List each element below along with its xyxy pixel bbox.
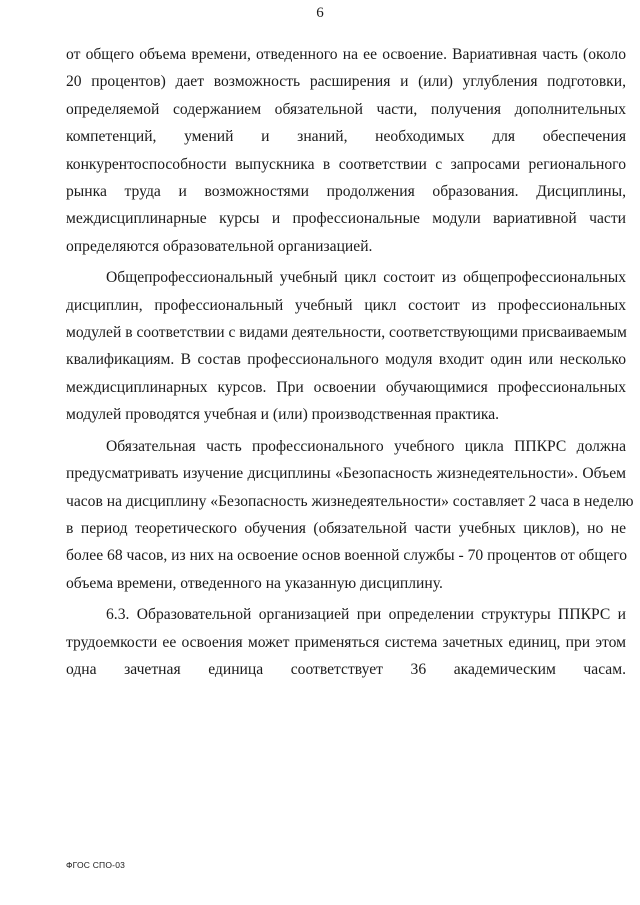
text-line: конкурентоспособности выпускника в соответствии с запросами регионального <box>66 155 626 173</box>
text-line: междисциплинарные курсы и профессиональные модули вариативной части <box>66 210 626 228</box>
text-line: Общепрофессиональный учебный цикл состоит из общепрофессиональных <box>106 269 626 287</box>
text-line: 6.3. Образовательной организацией при определении структуры ППКРС и <box>106 606 626 624</box>
page-number: 6 <box>316 5 324 21</box>
text-line: в период теоретического обучения (обязательной части учебных циклов), но не <box>66 519 626 537</box>
text-line: более 68 часов, из них на освоение основ военной службы - 70 процентов от общего <box>66 547 628 565</box>
paragraph-variative-part <box>66 41 626 260</box>
text-line: рынка труда и возможностями продолжения образования. Дисциплины, <box>66 183 626 201</box>
text-line: от общего объема времени, отведенного на ее освоение. Вариативная часть (около <box>66 46 626 63</box>
text-line: 20 процентов) дает возможность расширения и (или) углубления подготовки, <box>66 73 626 91</box>
text-line: трудоемкости ее освоения может применяться система зачетных единиц, при этом <box>66 633 626 651</box>
text-line: часов на дисциплину «Безопасность жизнедеятельности» составляет 2 часа в неделю <box>66 492 634 510</box>
paragraph-professional-cycle <box>66 264 626 428</box>
paragraph-6-3-credit-units <box>66 601 626 683</box>
text-line: Обязательная часть профессионального учебного цикла ППКРС должна <box>106 437 626 455</box>
text-line: объема времени, отведенного на указанную дисциплину. <box>66 574 443 592</box>
text-line: модулей проводятся учебная и (или) производственная практика. <box>66 406 500 424</box>
text-line: предусматривать изучение дисциплины «Безопасность жизнедеятельности». Объем <box>66 465 626 483</box>
text-line: междисциплинарных курсов. При освоении обучающимися профессиональных <box>66 378 626 396</box>
text-line: определяемой содержанием обязательной части, получения дополнительных <box>66 100 626 118</box>
text-line: дисциплин, профессиональный учебный цикл состоит из профессиональных <box>66 296 626 314</box>
text-line: компетенций, умений и знаний, необходимых для обеспечения <box>66 128 626 146</box>
text-line: определяются образовательной организацией. <box>66 237 373 255</box>
text-line: одна зачетная единица соответствует 36 академическим часам. <box>66 660 626 678</box>
paragraph-life-safety <box>66 433 634 597</box>
body-text <box>66 41 634 683</box>
footer-standard-code: ФГОС СПО-03 <box>66 860 126 870</box>
text-line: модулей в соответствии с видами деятельности, соответствующими присваиваемым <box>66 324 627 342</box>
text-line: квалификациям. В состав профессионального модуля входит один или несколько <box>66 351 626 369</box>
